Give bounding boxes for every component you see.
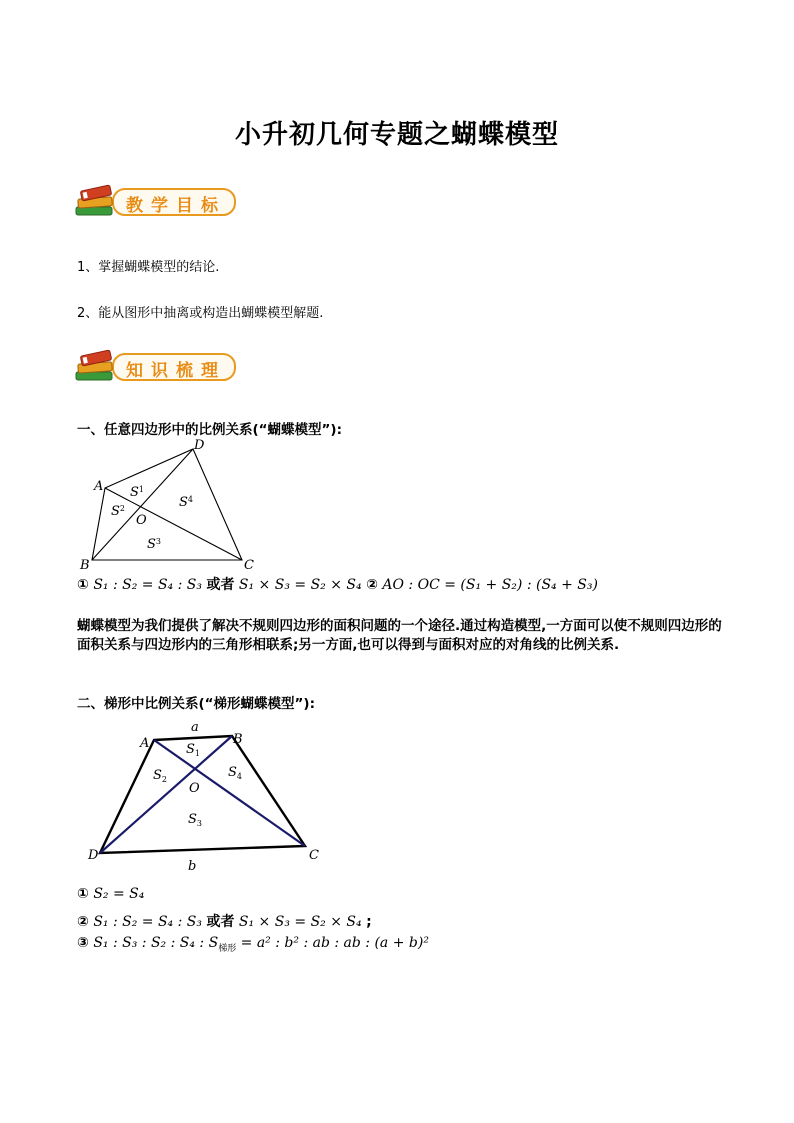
- vertex-c-label: C: [309, 848, 319, 863]
- trapezoid-formula-2: ② S₁ : S₂ = S₄ : S₃ 或者 S₁ × S₃ = S₂ × S₄ ;: [77, 914, 372, 930]
- area-s1-label: $S_1$: [186, 742, 200, 758]
- quadrilateral-diagram: [70, 432, 270, 572]
- section2-heading: 二、梯形中比例关系(“梯形蝴蝶模型”):: [77, 696, 315, 712]
- trapezoid-formula-3: ③ S₁ : S₃ : S₂ : S₄ : $S_{梯形} = a^2$ : b² : ab : ab : (a + b)²: [77, 935, 429, 954]
- butterfly-model-description: 蝴蝶模型为我们提供了解决不规则四边形的面积问题的一个途径.通过构造模型,一方面可以使不规则四边形的面积关系与四边形内的三角形相联系;另一方面,也可以得到与面积对应的对角线的比例关系.: [77, 618, 722, 653]
- vertex-c-label: C: [244, 558, 254, 572]
- area-s4-label: $S_4$: [228, 765, 242, 781]
- area-s1-label: $S^1$: [130, 485, 144, 500]
- section1-formula: ① S₁ : S₂ = S₄ : S₃ 或者 S₁ × S₃ = S₂ × S₄ ② AO : OC = (S₁ + S₂) : (S₄ + S₃): [77, 577, 598, 593]
- area-s2-label: $S_2$: [153, 768, 167, 784]
- goal-item-1: 1、掌握蝴蝶模型的结论.: [77, 260, 220, 275]
- area-s2-label: $S^2$: [111, 504, 125, 519]
- vertex-a-label: A: [140, 736, 150, 751]
- vertex-d-label: D: [88, 848, 99, 863]
- badge-label: 教学目标: [126, 196, 226, 216]
- area-s3-label: $S^3$: [147, 537, 161, 552]
- vertex-d-label: D: [194, 438, 205, 453]
- section-badge-goals: [72, 183, 237, 221]
- top-base-a-label: a: [191, 720, 199, 735]
- center-o-label: O: [136, 513, 147, 528]
- area-s3-label: $S_3$: [188, 812, 202, 828]
- section-badge-knowledge: [72, 348, 237, 386]
- section1-heading: 一、任意四边形中的比例关系(“蝴蝶模型”):: [77, 422, 342, 438]
- badge-pill: [112, 353, 236, 381]
- bottom-base-b-label: b: [188, 859, 197, 874]
- books-icon: [72, 348, 122, 386]
- badge-label: 知识梳理: [126, 361, 226, 381]
- vertex-a-label: A: [94, 479, 104, 494]
- vertex-b-label: B: [233, 732, 243, 747]
- page-title: 小升初几何专题之蝴蝶模型: [234, 120, 559, 150]
- trapezoid-diagram: [82, 716, 332, 876]
- trapezoid-formula-1: ① S₂ = S₄: [77, 886, 145, 902]
- vertex-b-label: B: [80, 558, 90, 572]
- goal-item-2: 2、能从图形中抽离或构造出蝴蝶模型解题.: [77, 306, 324, 321]
- center-o-label: O: [189, 781, 200, 796]
- badge-pill: [112, 188, 236, 216]
- area-s4-label: $S^4$: [179, 495, 193, 510]
- books-icon: [72, 183, 122, 221]
